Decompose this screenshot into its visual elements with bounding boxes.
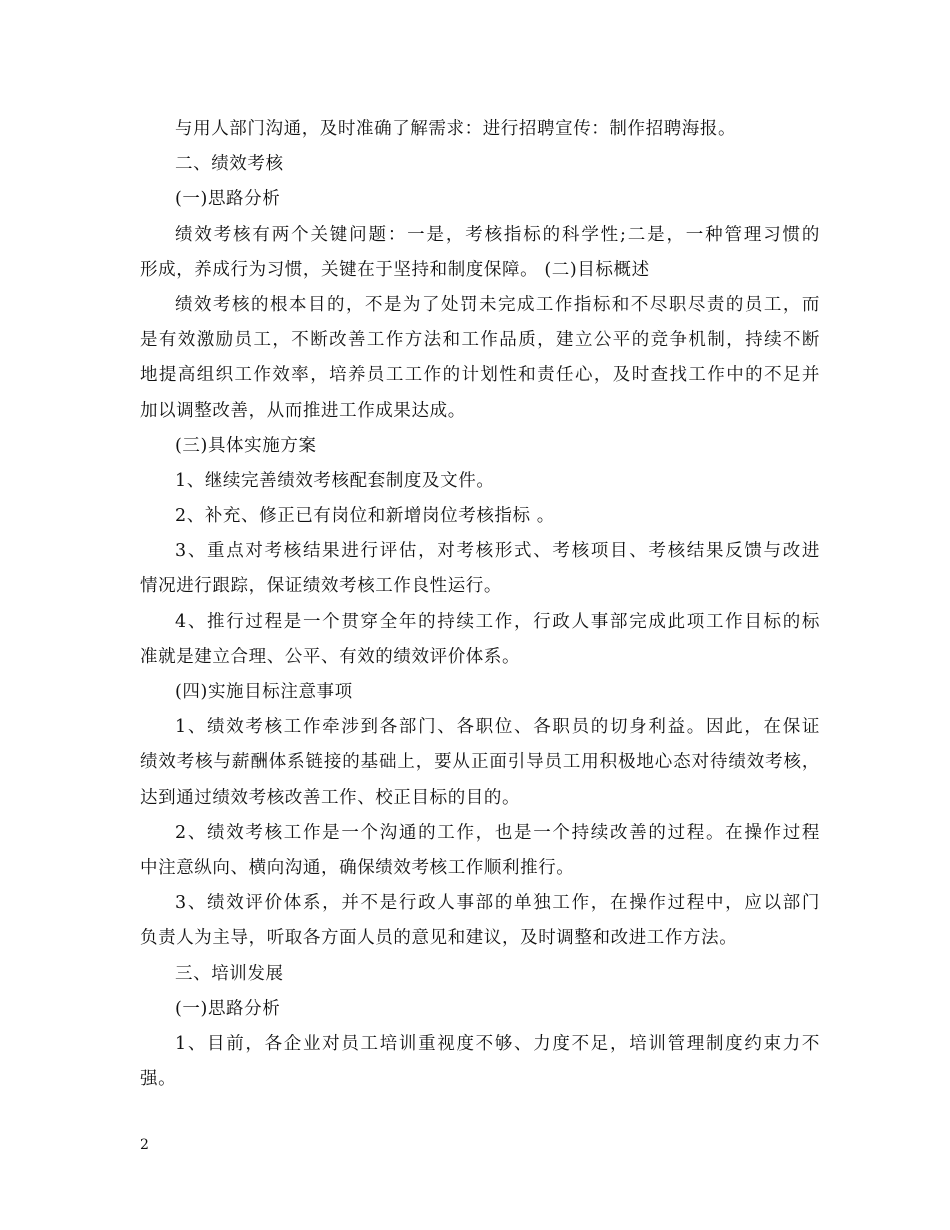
list-item: 2、补充、修正已有岗位和新增岗位考核指标 。 — [175, 506, 555, 527]
page-number: 2 — [140, 1137, 149, 1153]
text-line-1: 与用人部门沟通，及时准确了解需求：进行招聘宣传：制作招聘海报。 — [175, 119, 737, 139]
paragraph-line: 形成，养成行为习惯，关键在于坚持和制度保障。 (二)目标概述 — [140, 259, 650, 280]
subheading-implementation-notes: (四)实施目标注意事项 — [175, 682, 353, 702]
list-item-continuation: 中注意纵向、横向沟通，确保绩效考核工作顺利推行。 — [140, 857, 575, 878]
subheading-implementation-plan: (三)具体实施方案 — [175, 435, 317, 456]
list-item: 2、绩效考核工作是一个沟通的工作，也是一个持续改善的过程。在操作过程 — [175, 822, 820, 843]
section-heading-performance-appraisal: 二、绩效考核 — [175, 154, 284, 175]
list-item-continuation: 情况进行跟踪，保证绩效考核工作良性运行。 — [140, 576, 502, 597]
list-item: 1、继续完善绩效考核配套制度及文件。 — [175, 470, 495, 491]
paragraph-line: 绩效考核的根本目的，不是为了处罚未完成工作指标和不尽职尽责的员工，而 — [175, 294, 820, 315]
paragraph-line: 绩效考核有两个关键问题：一是，考核指标的科学性;二是，一种管理习惯的 — [175, 224, 820, 245]
subheading-approach-analysis: (一)思路分析 — [175, 998, 281, 1019]
paragraph-line: 地提高组织工作效率，培养员工工作的计划性和责任心，及时查找工作中的不足并 — [140, 365, 820, 386]
list-item-continuation: 强。 — [140, 1069, 177, 1090]
list-item-continuation: 负责人为主导，听取各方面人员的意见和建议，及时调整和改进工作方法。 — [140, 928, 738, 949]
list-item: 3、重点对考核结果进行评估，对考核形式、考核项目、考核结果反馈与改进 — [175, 541, 820, 562]
paragraph-line: 是有效激励员工，不断改善工作方法和工作品质，建立公平的竞争机制，持续不断 — [140, 330, 820, 351]
section-heading-training-development: 三、培训发展 — [175, 963, 284, 984]
list-item: 1、绩效考核工作牵涉到各部门、各职位、各职员的切身利益。因此，在保证 — [175, 717, 820, 738]
paragraph-line: 加以调整改善，从而推进工作成果达成。 — [140, 400, 466, 421]
list-item-continuation: 达到通过绩效考核改善工作、校正目标的目的。 — [140, 787, 521, 808]
list-item: 4、推行过程是一个贯穿全年的持续工作，行政人事部完成此项工作目标的标 — [175, 611, 820, 632]
subheading-approach-analysis: (一)思路分析 — [175, 189, 281, 210]
list-item: 1、目前，各企业对员工培训重视度不够、力度不足，培训管理制度约束力不 — [175, 1033, 820, 1054]
list-item-continuation: 绩效考核与薪酬体系链接的基础上，要从正面引导员工用积极地心态对待绩效考核， — [140, 752, 820, 773]
body-text — [140, 112, 820, 1097]
list-item-continuation: 准就是建立合理、公平、有效的绩效评价体系。 — [140, 646, 521, 667]
list-item: 3、绩效评价体系，并不是行政人事部的单独工作，在操作过程中，应以部门 — [175, 893, 820, 914]
